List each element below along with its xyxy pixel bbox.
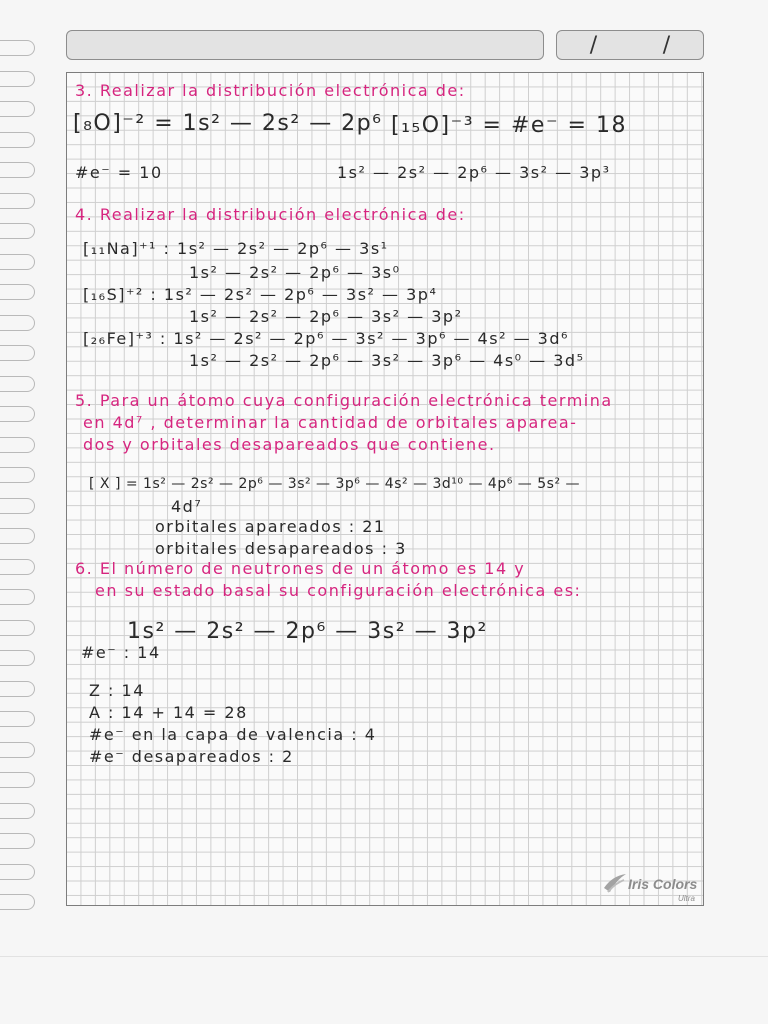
spiral-ring [0, 833, 35, 849]
grid-paper [66, 72, 704, 906]
exercise-6-title-line-1: 6. El número de neutrones de un átomo es 14 y [75, 559, 526, 578]
spiral-ring [0, 711, 35, 727]
spiral-ring [0, 742, 35, 758]
iron-ion-config: 1s² — 2s² — 2p⁶ — 3s² — 3p⁶ — 4s⁰ — 3d⁵ [189, 351, 585, 370]
oxygen-8-config: [₈O]⁻² = 1s² — 2s² — 2p⁶ [73, 111, 383, 136]
valence-electrons: #e⁻ en la capa de valencia : 4 [89, 725, 377, 744]
sodium-config: [₁₁Na]⁺¹ : 1s² — 2s² — 2p⁶ — 3s¹ [83, 239, 389, 258]
spiral-ring [0, 650, 35, 666]
spiral-ring [0, 345, 35, 361]
sulfur-ion-config: 1s² — 2s² — 2p⁶ — 3s² — 3p² [189, 307, 463, 326]
spiral-ring [0, 620, 35, 636]
sulfur-config: [₁₆S]⁺² : 1s² — 2s² — 2p⁶ — 3s² — 3p⁴ [83, 285, 438, 304]
element-x-config: [ X ] = 1s² — 2s² — 2p⁶ — 3s² — 3p⁶ — 4s² — 3d¹⁰ — 4p⁶ — 5s² — [89, 476, 581, 492]
silicon-electrons: #e⁻ : 14 [81, 643, 161, 662]
spiral-ring [0, 589, 35, 605]
oxygen-15-electrons: [₁₅O]⁻³ = #e⁻ = 18 [391, 113, 627, 138]
spiral-ring [0, 101, 35, 117]
brand-name: Iris Colors [628, 876, 698, 892]
paired-orbitals-result: orbitales apareados : 21 [155, 517, 386, 536]
mass-number: A : 14 + 14 = 28 [89, 703, 248, 722]
brand-swoosh-icon [602, 872, 628, 894]
spiral-ring [0, 772, 35, 788]
spiral-ring [0, 254, 35, 270]
spiral-ring [0, 406, 35, 422]
date-slash: / [662, 32, 671, 58]
atomic-number: Z : 14 [89, 681, 145, 700]
spiral-ring [0, 193, 35, 209]
iron-config: [₂₆Fe]⁺³ : 1s² — 2s² — 2p⁶ — 3s² — 3p⁶ — 4s² — 3d⁶ [83, 329, 569, 348]
oxygen-8-electrons: #e⁻ = 10 [75, 163, 163, 182]
spiral-ring [0, 498, 35, 514]
unpaired-orbitals-result: orbitales desapareados : 3 [155, 539, 407, 558]
spiral-ring [0, 803, 35, 819]
exercise-5-title-line-3: dos y orbitales desapareados que contiene. [83, 435, 496, 454]
spiral-ring [0, 40, 35, 56]
header-date-field [556, 30, 704, 60]
header-title-field [66, 30, 544, 60]
silicon-config: 1s² — 2s² — 2p⁶ — 3s² — 3p² [127, 619, 488, 644]
date-slash: / [589, 32, 598, 58]
spiral-ring [0, 681, 35, 697]
spiral-ring [0, 71, 35, 87]
oxygen-15-config: 1s² — 2s² — 2p⁶ — 3s² — 3p³ [337, 163, 611, 182]
brand-subtitle: Ultra [678, 894, 695, 903]
page-bottom-edge [0, 956, 768, 957]
spiral-ring [0, 315, 35, 331]
element-x-config-continuation: 4d⁷ [171, 497, 203, 516]
exercise-3-title: 3. Realizar la distribución electrónica de: [75, 81, 466, 100]
spiral-ring [0, 437, 35, 453]
spiral-ring [0, 162, 35, 178]
spiral-ring [0, 864, 35, 880]
spiral-ring [0, 528, 35, 544]
spiral-ring [0, 559, 35, 575]
exercise-6-title-line-2: en su estado basal su configuración electrónica es: [95, 581, 582, 600]
spiral-ring [0, 376, 35, 392]
spiral-ring [0, 467, 35, 483]
spiral-ring [0, 223, 35, 239]
spiral-ring [0, 132, 35, 148]
iris-colors-logo [600, 870, 704, 906]
exercise-4-title: 4. Realizar la distribución electrónica de: [75, 205, 466, 224]
exercise-5-title-line-1: 5. Para un átomo cuya configuración electrónica termina [75, 391, 613, 410]
sodium-ion-config: 1s² — 2s² — 2p⁶ — 3s⁰ [189, 263, 401, 282]
unpaired-electrons: #e⁻ desapareados : 2 [89, 747, 294, 766]
spiral-ring [0, 894, 35, 910]
spiral-ring [0, 284, 35, 300]
exercise-5-title-line-2: en 4d⁷ , determinar la cantidad de orbitales aparea- [83, 413, 578, 432]
